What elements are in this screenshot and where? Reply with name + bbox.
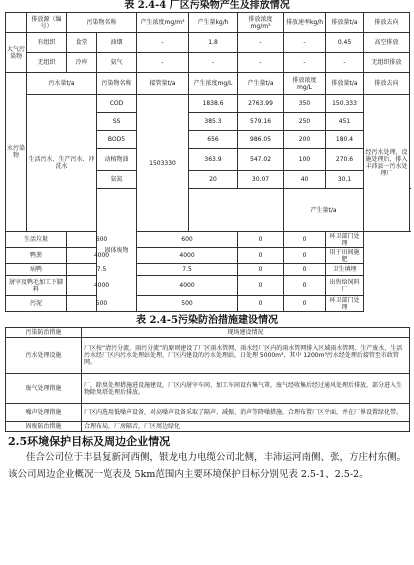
- table-row: 废气处理措施 厂，除臭处理措施进设施建设，厂区内屠宰车间、加工车间设有集气罩，废气经收集后经过通风处理后排放，部分进入生物除臭塔处理后排放。: [6, 374, 410, 404]
- table-row: 固废防治措施 合理布局，厂房隔音，厂区周边绿化: [6, 422, 410, 432]
- table-caption-2-4-5: 表 2.4-5污染防治措施建设情况: [136, 315, 278, 326]
- category-air: 大气污染物: [6, 33, 27, 73]
- header-cell: 产生浓度mg/m³: [137, 13, 189, 33]
- table-row: 生活污水、生产污水、冲洗水 COD 1503330 1838.6 2763.99 350 150.333 经污水处理，设施处理后，排入丰沛县一污水处理厂: [6, 95, 410, 113]
- header-cell: 排放去向: [364, 13, 410, 33]
- table-row: 病鸭 7.5 7.5 0 0 卫生填埋: [6, 264, 410, 276]
- table-row: SS 385.3 579.16 250 451: [6, 113, 410, 131]
- header-cell: 排放速率kg/h: [284, 13, 326, 33]
- table-row: 大气污染物 有组织 食堂 油烟 - 1.8 - - 0.45 高空排放: [6, 33, 410, 53]
- category-water: 水污染物: [6, 73, 27, 232]
- pollutant-emission-table: [5, 12, 410, 312]
- table-row: 鸭粪 4000 4000 0 0 用于田间施肥: [6, 248, 410, 264]
- header-cell: [6, 13, 27, 33]
- header-cell: 产生量kg/h: [189, 13, 238, 33]
- section-heading: 2.5环境保护目标及周边企业情况: [8, 435, 171, 448]
- table-row: 动植物油 363.9 547.02 100 270.6: [6, 149, 410, 171]
- table-row: 固体废物 产生量t/a: [6, 189, 410, 232]
- table-row: 生活垃圾 600 600 0 0 环卫部门处理: [6, 232, 410, 248]
- table-row: 污泥 500 500 0 0 环卫部门处理: [6, 296, 410, 312]
- body-paragraph: 佳合公司位于丰县复新河西侧，银龙电力电缆公司北侧，丰沛运河南侧、张，方庄村东侧。该公司周边企业概况一览表及 5km范围内主要环境保护目标分别见表 2.5-1、2.5-2。: [8, 452, 407, 480]
- header-cell: 排放量t/a: [326, 13, 364, 33]
- table-row: 氨氮 20 30.07 40 30.1: [6, 171, 410, 189]
- category-solid: 固体废物: [97, 189, 137, 312]
- header-cell: 排放浓度mg/m³: [238, 13, 284, 33]
- table-row: 屠宰及鸭毛加工下脚料 4000 4000 0 0 出售给饲料厂: [6, 276, 410, 296]
- table-row: 无组织 冷库 氨气 - - - - - 无组织排放: [6, 53, 410, 73]
- header-cell: 排放源（编号）: [27, 13, 67, 33]
- table-row: BOD5 656 986.05 200 180.4: [6, 131, 410, 149]
- table-row: 噪声处理措施 厂区内选用低噪声设备，对高噪声设备采取了隔声、减振、消声等降噪措施，合理布置厂区平面，并在厂界设置绿化带。: [6, 404, 410, 422]
- water-source: 生活污水、生产污水、冲洗水: [27, 95, 97, 232]
- water-volume: 1503330: [137, 95, 189, 232]
- table-caption-2-4-4: 表 2.4-4 厂区污染物产生及排放情况: [124, 0, 290, 11]
- table-row: [6, 328, 410, 338]
- table-row: 水污染物 污水量t/a 污染物名称 接管量t/a 产生浓度mg/L 产生量t/a 排放浓度mg/L 排放量t/a 排放去向: [6, 73, 410, 95]
- table-row: 污水处理设施 厂区按“清污分流、雨污分流”的原则建设了厂区雨水管网，雨水经厂区内的雨水管网排入区域雨水管网，生产废水、生活污水经厂区内污水处理站处理，厂区内建设的污水处理站，日处理 5000m³，其中 1200m³污水经处理后接管至市政管网。: [6, 338, 410, 374]
- water-destination: 经污水处理，设施处理后，排入丰沛县一污水处理厂: [364, 95, 410, 232]
- header-cell: 污染物名称: [67, 13, 137, 33]
- pollution-measures-table: [5, 327, 410, 432]
- header-cell: 污染防治措施: [6, 328, 82, 338]
- header-cell: 现场建设情况: [82, 328, 410, 338]
